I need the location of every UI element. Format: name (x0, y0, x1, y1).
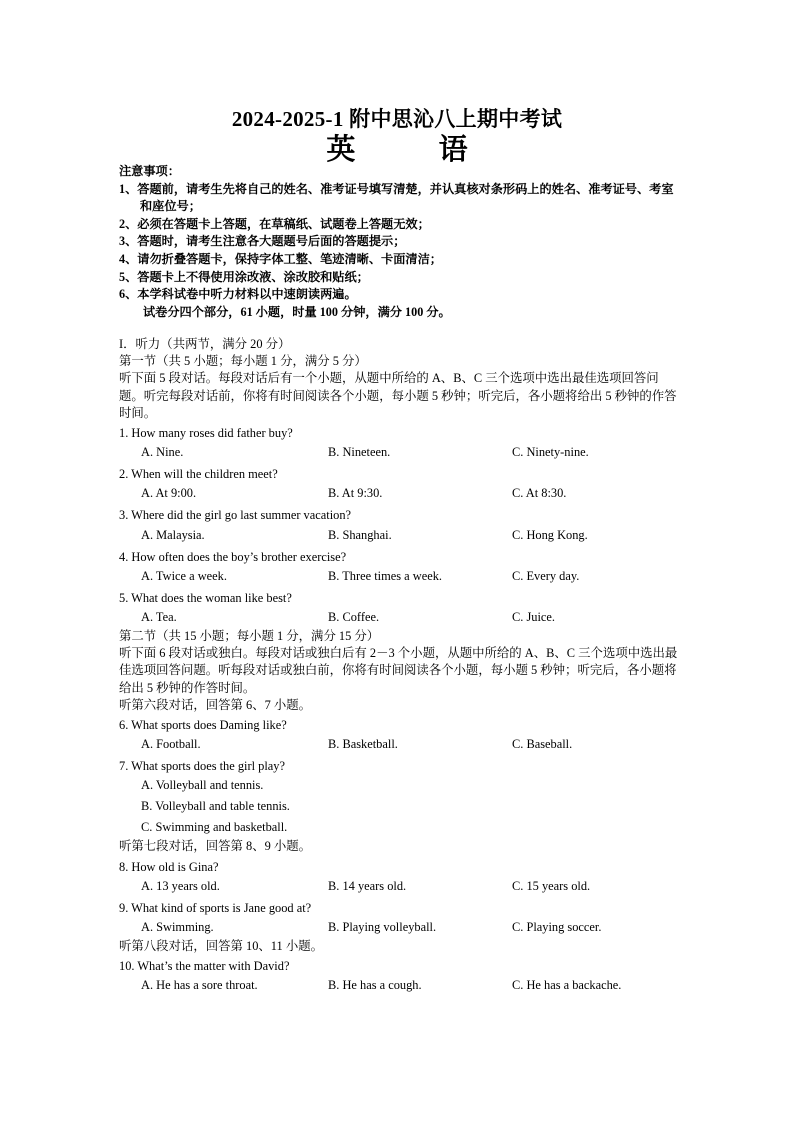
option-a: A. Swimming. (141, 920, 214, 935)
question-stem: 7. What sports does the girl play? (119, 759, 285, 774)
dialog-heading: 听第七段对话，回答第 8、9 小题。 (119, 839, 312, 854)
option-b: B. Shanghai. (328, 527, 392, 542)
question-stem: 3. Where did the girl go last summer vacation? (119, 508, 352, 523)
option-c: C. Baseball. (512, 737, 573, 752)
option-c: C. Swimming and basketball. (141, 820, 288, 835)
question-stem: 9. What kind of sports is Jane good at? (119, 900, 312, 915)
notes-section (119, 163, 679, 321)
note-item: 6、本学科试卷中听力材料以中速朗读两遍。 (119, 287, 357, 302)
question-options (119, 483, 679, 504)
note-item: 4、请勿折叠答题卡，保持字体工整、笔迹清晰、卡面清洁； (119, 251, 442, 266)
option-a: A. Twice a week. (141, 568, 227, 583)
section2-instructions: 听下面 6 段对话或独白。每段对话或独白后有 2－3 个小题，从题中所给的 A、B、C 三个选项中选出最佳选项回答问题。听每段对话或独白前，你将有时间阅读各个小题，每小题 5 秒钟；听完后，各小题将给出 5 秒钟的作答时间。 (119, 646, 678, 695)
option-b: B. Coffee. (328, 610, 380, 625)
option-b: B. He has a cough. (328, 978, 422, 993)
note-item: 1、答题前，请考生先将自己的姓名、准考证号填写清楚，并认真核对条形码上的姓名、准考证号、考室和座位号； (119, 181, 674, 214)
question-options (119, 566, 679, 587)
option-c: C. He has a backache. (512, 978, 622, 993)
question-options (119, 917, 679, 938)
option-b: B. Nineteen. (328, 445, 391, 460)
question-stem: 5. What does the woman like best? (119, 590, 292, 605)
option-a: A. At 9:00. (141, 486, 197, 501)
option-a: A. Volleyball and tennis. (141, 778, 264, 793)
dialog-heading: 听第八段对话，回答第 10、11 小题。 (119, 939, 323, 954)
option-a: A. Nine. (141, 445, 184, 460)
listening-part (119, 336, 679, 996)
question-stem: 10. What’s the matter with David? (119, 959, 290, 974)
option-a: A. 13 years old. (141, 878, 220, 893)
option-b: B. 14 years old. (328, 878, 407, 893)
question-options (119, 525, 679, 546)
question-options (119, 607, 679, 628)
question-options (119, 442, 679, 463)
question-stem: 6. What sports does Daming like? (119, 718, 287, 733)
option-c: C. Juice. (512, 610, 556, 625)
question-stem: 8. How old is Gina? (119, 859, 219, 874)
question-stem: 4. How often does the boy’s brother exercise? (119, 549, 347, 564)
option-b: B. Playing volleyball. (328, 920, 437, 935)
note-item: 5、答题卡上不得使用涂改液、涂改胶和贴纸； (119, 269, 369, 284)
notes-heading: 注意事项： (119, 164, 180, 178)
section1-instructions: 听下面 5 段对话。每段对话后有一个小题，从题中所给的 A、B、C 三个选项中选出最佳选项回答问题。听完每段对话前，你将有时间阅读各个小题，每小题 5 秒钟；听完后，各小题将给出 5 秒钟的作答时间。 (119, 371, 677, 420)
option-a: A. Football. (141, 737, 201, 752)
option-a: A. He has a sore throat. (141, 978, 258, 993)
part-title: I．听力（共两节，满分 20 分） (119, 337, 291, 351)
option-a: A. Malaysia. (141, 527, 205, 542)
section1-title: 第一节（共 5 小题；每小题 1 分，满分 5 分） (119, 354, 367, 369)
question-options (119, 876, 679, 897)
option-c: C. Every day. (512, 568, 580, 583)
option-b: B. Basketball. (328, 737, 398, 752)
section2-title: 第二节（共 15 小题；每小题 1 分，满分 15 分） (119, 629, 380, 644)
option-b: B. At 9:30. (328, 486, 383, 501)
option-c: C. Playing soccer. (512, 920, 602, 935)
question-options (119, 734, 679, 755)
question-options (119, 975, 679, 996)
option-b: B. Volleyball and table tennis. (141, 799, 290, 814)
exam-info: 试卷分四个部分，61 小题，时量 100 分钟，满分 100 分。 (143, 304, 451, 319)
note-item: 3、答题时，请考生注意各大题题号后面的答题提示； (119, 234, 406, 249)
option-c: C. 15 years old. (512, 878, 591, 893)
option-c: C. Hong Kong. (512, 527, 588, 542)
subject-title: 英 语 (326, 134, 506, 166)
question-stem: 1. How many roses did father buy? (119, 426, 293, 441)
exam-title: 2024-2025-1 附中思沁八上期中考试 (231, 107, 563, 131)
dialog-heading: 听第六段对话，回答第 6、7 小题。 (119, 697, 312, 712)
option-b: B. Three times a week. (328, 568, 443, 583)
option-c: C. Ninety-nine. (512, 445, 589, 460)
question-stem: 2. When will the children meet? (119, 467, 278, 482)
option-c: C. At 8:30. (512, 486, 567, 501)
option-a: A. Tea. (141, 610, 177, 625)
note-item: 2、必须在答题卡上答题，在草稿纸、试题卷上答题无效； (119, 216, 430, 231)
